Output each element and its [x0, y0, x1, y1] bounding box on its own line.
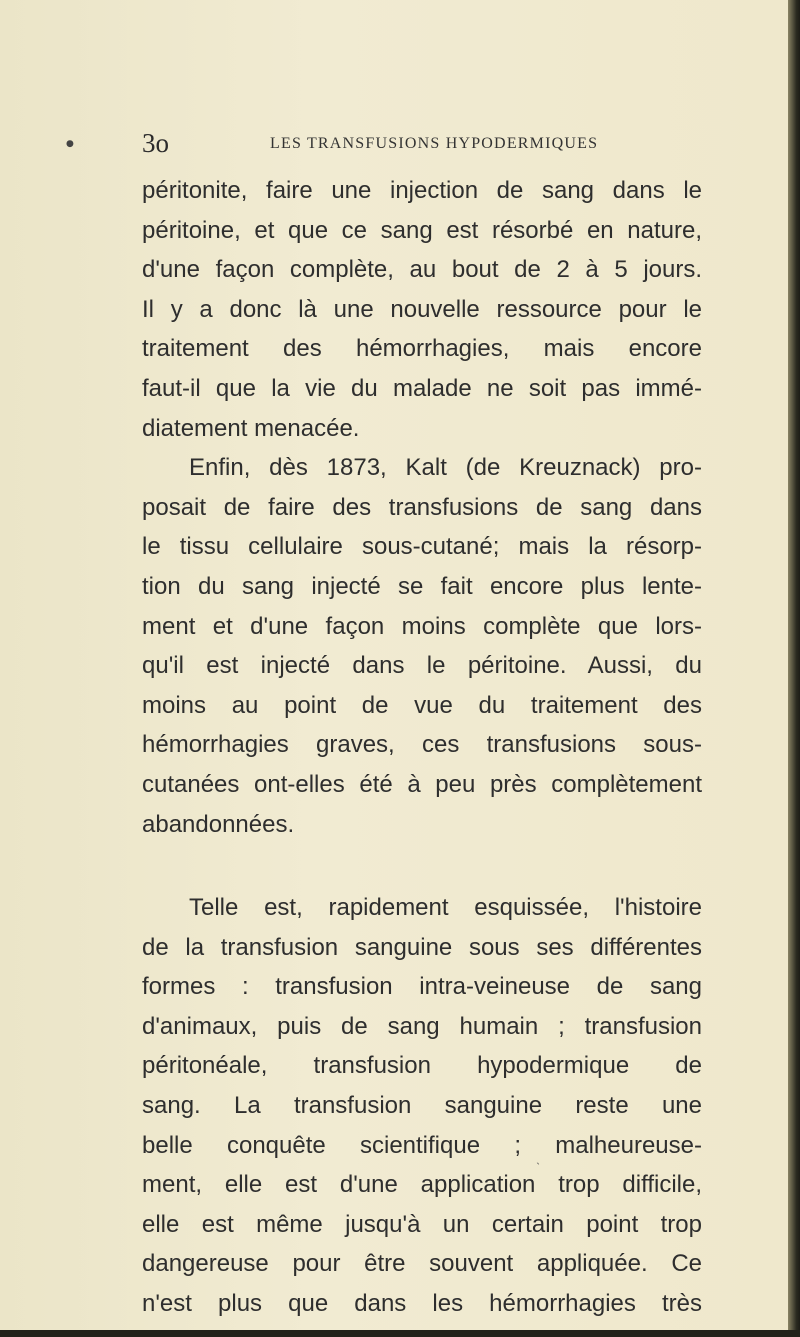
text-line: sang. La transfusion sanguine reste une: [142, 1092, 702, 1120]
text-line: Telle est, rapidement esquissée, l'histoire: [189, 894, 702, 922]
text-line: le tissu cellulaire sous-cutané; mais la résorp-: [142, 533, 702, 561]
text-line: traitement des hémorrhagies, mais encore: [142, 335, 702, 363]
text-line: diatement menacée.: [142, 414, 360, 442]
margin-dot-icon: ●: [66, 139, 74, 149]
text-line: abandonnées.: [142, 810, 295, 838]
text-line: elle est même jusqu'à un certain point trop: [142, 1210, 702, 1238]
ink-speck-icon: ˴: [536, 1155, 540, 1169]
text-line: n'est plus que dans les hémorrhagies très: [142, 1290, 702, 1318]
text-line: Enfin, dès 1873, Kalt (de Kreuznack) pro-: [189, 454, 702, 482]
text-line: péritonéale, transfusion hypodermique de: [142, 1052, 702, 1080]
text-line: Il y a donc là une nouvelle ressource pour le: [142, 295, 702, 323]
text-line: faut-il que la vie du malade ne soit pas immé-: [142, 374, 702, 402]
text-line: belle conquête scientifique ; malheureuse-: [142, 1131, 702, 1159]
running-title: LES TRANSFUSIONS HYPODERMIQUES: [270, 135, 599, 152]
page-header: [0, 128, 788, 158]
text-line: d'une façon complète, au bout de 2 à 5 jours.: [142, 256, 702, 284]
text-line: qu'il est injecté dans le péritoine. Aussi, du: [142, 652, 702, 680]
paragraph: [142, 448, 702, 844]
text-line: péritonite, faire une injection de sang dans le: [142, 177, 702, 204]
page-edge-right: [788, 0, 800, 1337]
text-line: moins au point de vue du traitement des: [142, 691, 702, 719]
text-line: de la transfusion sanguine sous ses différentes: [142, 933, 702, 961]
text-line: formes : transfusion intra-veineuse de sang: [142, 973, 702, 1001]
text-line: dangereuse pour être souvent appliquée. Ce: [142, 1250, 702, 1278]
page-edge-bottom: [0, 1330, 800, 1337]
text-line: ment et d'une façon moins complète que lors-: [142, 612, 702, 640]
paragraph: [142, 888, 702, 1324]
body-text: [142, 171, 702, 1324]
paragraph-spacer: [142, 844, 702, 888]
text-line: péritoine, et que ce sang est résorbé en nature,: [142, 216, 702, 244]
text-line: hémorrhagies graves, ces transfusions sous-: [142, 731, 702, 759]
text-line: ment, elle est d'une application trop difficile,: [142, 1171, 702, 1199]
text-line: posait de faire des transfusions de sang dans: [142, 493, 702, 521]
text-line: d'animaux, puis de sang humain ; transfusion: [142, 1012, 702, 1040]
paragraph: [142, 171, 702, 448]
text-line: cutanées ont-elles été à peu près complètement: [142, 770, 702, 798]
text-line: tion du sang injecté se fait encore plus lente-: [142, 572, 702, 600]
page-number: 3o: [142, 128, 169, 158]
